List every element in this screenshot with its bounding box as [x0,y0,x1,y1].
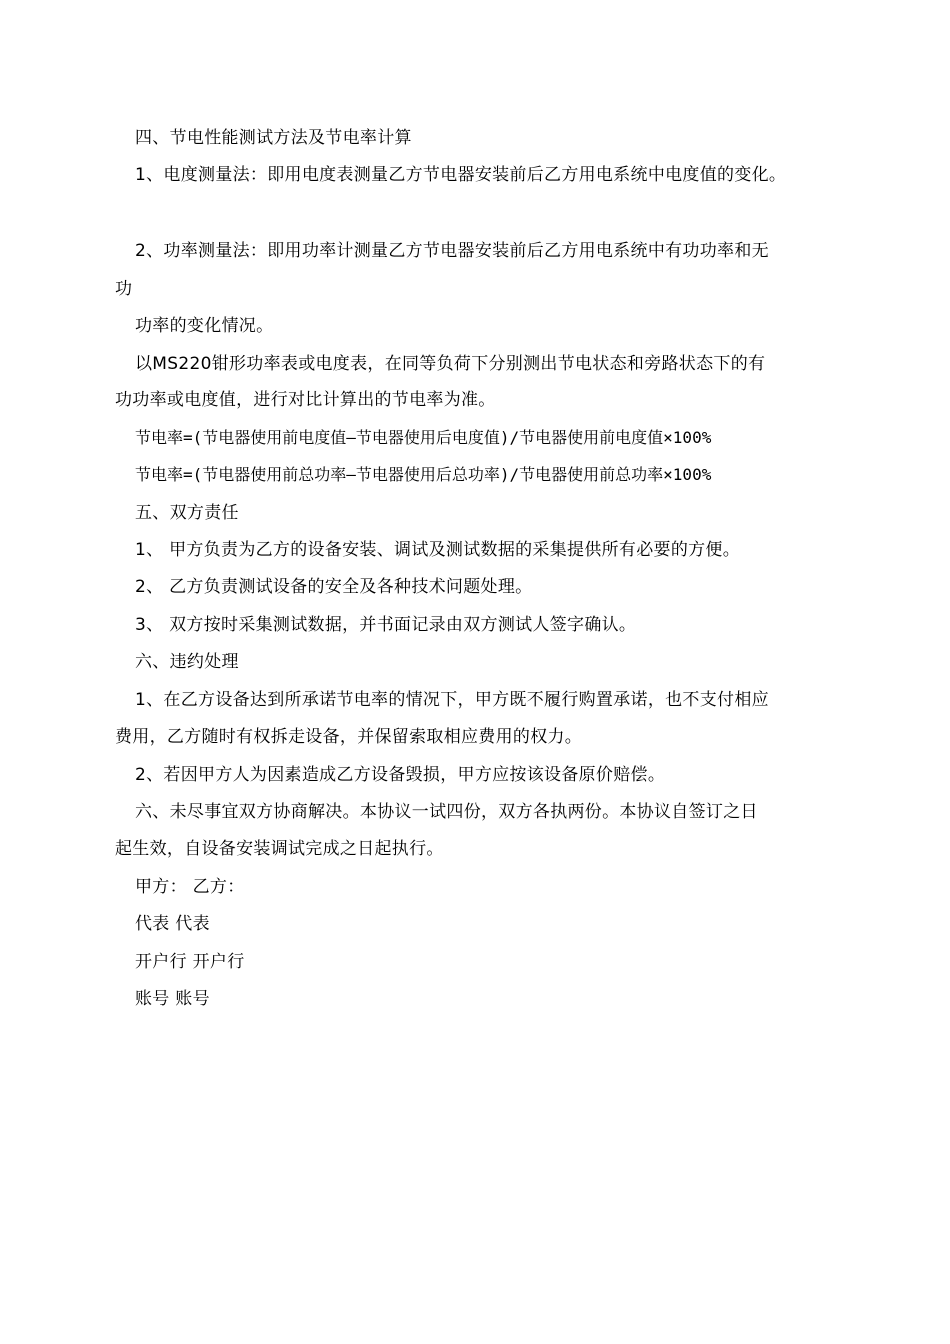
signature-parties: 甲方： 乙方： [135,877,245,897]
paragraph-line: 1、在乙方设备达到所承诺节电率的情况下，甲方既不履行购置承诺，也不支付相应 [135,690,769,710]
paragraph-line: 功功率或电度值，进行对比计算出的节电率为准。 [115,390,496,410]
paragraph-line: 功 [115,279,133,299]
section-heading-5: 五、双方责任 [135,503,239,523]
signature-account: 账号 账号 [135,989,210,1009]
formula-line: 节电率=(节电器使用前总功率—节电器使用后总功率)/节电器使用前总功率×100% [135,465,712,484]
list-item: 3、 双方按时采集测试数据，并书面记录由双方测试人签字确认。 [135,615,637,635]
paragraph-line: 功率的变化情况。 [135,316,274,336]
section-heading-6: 六、违约处理 [135,652,239,672]
paragraph-line: 以MS220钳形功率表或电度表，在同等负荷下分别测出节电状态和旁路状态下的有 [135,354,766,374]
paragraph-line: 1、电度测量法：即用电度表测量乙方节电器安装前后乙方用电系统中电度值的变化。 [135,165,787,185]
paragraph-line: 费用，乙方随时有权拆走设备，并保留索取相应费用的权力。 [115,727,583,747]
paragraph-line: 2、若因甲方人为因素造成乙方设备毁损，甲方应按该设备原价赔偿。 [135,765,666,785]
paragraph-line: 2、功率测量法：即用功率计测量乙方节电器安装前后乙方用电系统中有功功率和无 [135,241,769,261]
signature-representative: 代表 代表 [135,914,210,934]
paragraph-line: 六、未尽事宜双方协商解决。本协议一试四份，双方各执两份。本协议自签订之日 [135,802,758,822]
formula-line: 节电率=(节电器使用前电度值—节电器使用后电度值)/节电器使用前电度值×100% [135,428,712,447]
signature-bank: 开户行 开户行 [135,952,245,972]
section-heading-4: 四、节电性能测试方法及节电率计算 [135,128,412,148]
list-item: 2、 乙方负责测试设备的安全及各种技术问题处理。 [135,577,533,597]
list-item: 1、 甲方负责为乙方的设备安装、调试及测试数据的采集提供所有必要的方便。 [135,540,741,560]
paragraph-line: 起生效，自设备安装调试完成之日起执行。 [115,839,444,859]
